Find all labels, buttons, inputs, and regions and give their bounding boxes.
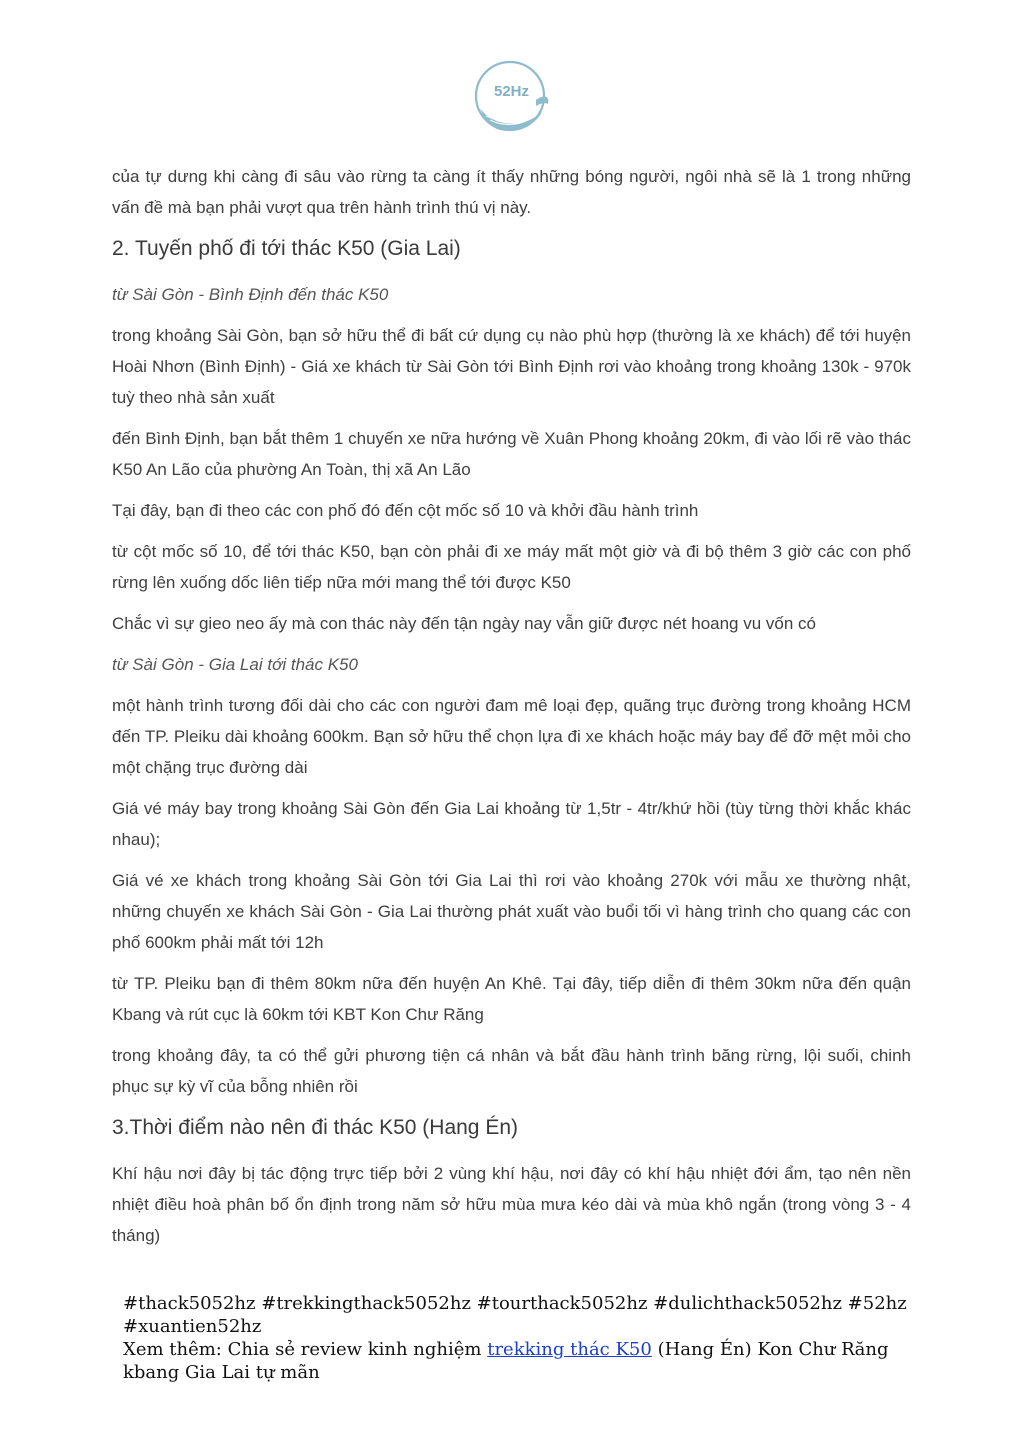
whale-logo bbox=[470, 56, 554, 144]
hashtags: #thack5052hz #trekkingthack5052hz #tourthack5052hz #dulichthack5052hz #52hz #xuantien52hz bbox=[123, 1293, 907, 1337]
paragraph-bus-fare: Giá vé xe khách trong khoảng Sài Gòn tới Gia Lai thì rơi vào khoảng 270k với mẫu xe thường nhật, những chuyến xe khách Sài Gòn - Gia Lai thường phát xuất vào buổi tối vì hàng trình cho quang các con phố 600km phải mất tới 12h bbox=[112, 871, 911, 952]
see-more-suffix: (Hang Én) Kon Chư Răng kbang Gia Lai tự mãn bbox=[123, 1339, 889, 1383]
paragraph-climate: Khí hậu nơi đây bị tác động trực tiếp bởi 2 vùng khí hậu, nơi đây có khí hậu nhiệt đới ẩm, tạo nên nền nhiệt điều hoà phân bố ổn định trong năm sở hữu mùa mưa kéo dài và mùa khô ngắn (trong vòng 3 - 4 tháng) bbox=[112, 1164, 911, 1245]
paragraph-pleiku-route: từ TP. Pleiku bạn đi thêm 80km nữa đến huyện An Khê. Tại đây, tiếp diễn đi thêm 30km nữa đến quận Kbang và rút cục là 60km tới KBT Kon Chư Răng bbox=[112, 974, 911, 1024]
whale-logo-icon bbox=[470, 56, 554, 144]
subheading-route-gia-lai: từ Sài Gòn - Gia Lai tới thác K50 bbox=[112, 655, 358, 674]
logo-text: 52Hz bbox=[494, 83, 530, 100]
paragraph-binh-dinh-xuan-phong: đến Bình Định, bạn bắt thêm 1 chuyến xe nữa hướng về Xuân Phong khoảng 20km, đi vào lối rẽ vào thác K50 An Lão của phường An Toàn, thị xã An Lão bbox=[112, 429, 911, 479]
paragraph-from-milestone: từ cột mốc số 10, để tới thác K50, bạn còn phải đi xe máy mất một giờ và đi bộ thêm 3 giờ các con phố rừng lên xuống dốc liên tiếp nữa mới mang thể tới được K50 bbox=[112, 542, 911, 592]
paragraph-start-trekking: trong khoảng đây, ta có thể gửi phương tiện cá nhân và bắt đầu hành trình băng rừng, lội suối, chinh phục sự kỳ vĩ của bỗng nhiên rồi bbox=[112, 1046, 911, 1096]
paragraph-airfare: Giá vé máy bay trong khoảng Sài Gòn đến Gia Lai khoảng từ 1,5tr - 4tr/khứ hồi (tùy từng thời khắc khác nhau); bbox=[112, 799, 911, 849]
trekking-link[interactable]: trekking thác K50 bbox=[487, 1339, 652, 1360]
paragraph-long-journey: một hành trình tương đối dài cho các con người đam mê loại đẹp, quãng trục đường trong khoảng HCM đến TP. Pleiku dài khoảng 600km. Bạn sở hữu thể chọn lựa đi xe khách hoặc máy bay để đỡ mệt mỏi cho một chặng trục đường dài bbox=[112, 696, 911, 777]
see-more-line bbox=[123, 1338, 913, 1384]
paragraph-intro: của tự dưng khi càng đi sâu vào rừng ta càng ít thấy những bóng người, ngôi nhà sẽ là 1 trong những vấn đề mà bạn phải vượt qua trên hành trình thú vị này. bbox=[112, 167, 911, 217]
section-heading-2: 2. Tuyến phố đi tới thác K50 (Gia Lai) bbox=[112, 237, 461, 260]
footer-block bbox=[123, 1292, 913, 1384]
paragraph-saigon-binh-dinh: trong khoảng Sài Gòn, bạn sở hữu thể đi bất cứ dụng cụ nào phù hợp (thường là xe khách) để tới huyện Hoài Nhơn (Bình Định) - Giá xe khách từ Sài Gòn tới Bình Định rơi vào khoảng trong khoảng 130k - 970k tuỳ theo nhà sản xuất bbox=[112, 326, 911, 407]
paragraph-milestone: Tại đây, bạn đi theo các con phố đó đến cột mốc số 10 và khởi đầu hành trình bbox=[112, 501, 699, 520]
paragraph-wild-beauty: Chắc vì sự gieo neo ấy mà con thác này đến tận ngày nay vẫn giữ được nét hoang vu vốn có bbox=[112, 614, 816, 633]
document-body bbox=[112, 161, 911, 1261]
section-heading-3: 3.Thời điểm nào nên đi thác K50 (Hang Én) bbox=[112, 1116, 519, 1139]
see-more-prefix: Xem thêm: Chia sẻ review kinh nghiệm bbox=[123, 1339, 488, 1360]
subheading-route-binh-dinh: từ Sài Gòn - Bình Định đến thác K50 bbox=[112, 285, 389, 304]
